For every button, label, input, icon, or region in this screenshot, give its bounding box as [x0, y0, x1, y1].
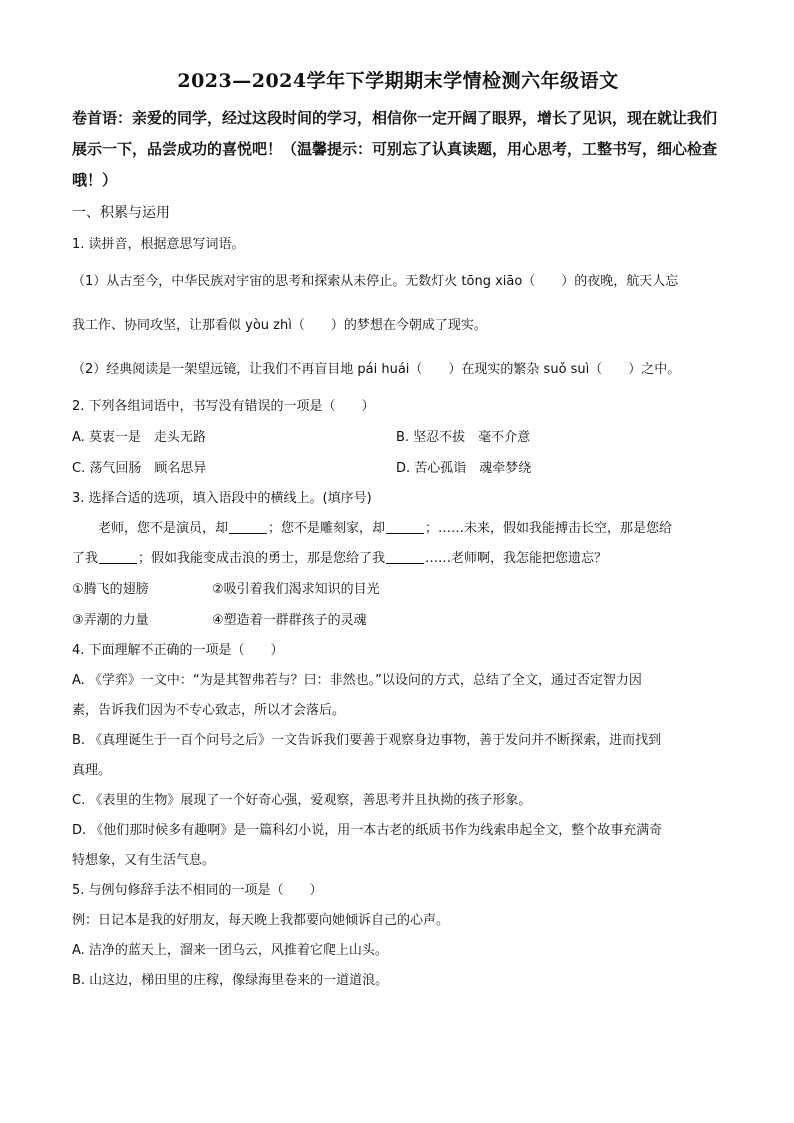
question-4-option-d-line2: 特想象，又有生活气息。 [72, 853, 216, 868]
passage-text: ；……未来，假如我能搏击长空，那是您给 [425, 521, 673, 536]
option-3: ③弄潮的力量 [72, 613, 149, 628]
option-c: C. 荡气回肠 顾名思异 [72, 461, 207, 476]
page-title: 2023—2024学年下学期期末学情检测六年级语文 [177, 70, 619, 92]
option-a: A. 莫衷一是 走头无路 [72, 430, 206, 445]
question-1-part2: （2）经典阅读是一架望远镜，让我们不再盲目地 pái huái（ ）在现实的繁杂 suǒ suì（ ）之中。 [72, 362, 681, 377]
passage-text: ；您不是雕刻家，却 [268, 521, 386, 536]
question-2-options-row1 [72, 422, 724, 453]
question-5-option-b: B. 山这边，梯田里的庄稼，像绿海里卷来的一道道浪。 [72, 973, 389, 988]
option-d: D. 苦心孤诣 魂牵梦绕 [396, 461, 532, 476]
question-1-stem: 1. 读拼音，根据意思写词语。 [72, 237, 245, 252]
exam-page [72, 66, 724, 996]
question-3-options-row2 [72, 605, 724, 636]
passage-text: 了我 [72, 551, 99, 566]
question-3-stem: 3. 选择合适的选项，填入语段中的横线上。(填序号) [72, 491, 372, 506]
question-4-option-b-line2: 真理。 [72, 763, 112, 778]
option-2: ②吸引着我们渴求知识的目光 [212, 582, 380, 597]
fill-blank[interactable] [386, 547, 424, 564]
passage-text: ；假如我能变成击浪的勇士，那是您给了我 [138, 551, 386, 566]
question-5-example: 例：日记本是我的好朋友，每天晚上我都要向她倾诉自己的心声。 [72, 913, 450, 928]
question-4-option-c: C. 《表里的生物》展现了一个好奇心强，爱观察，善思考并且执拗的孩子形象。 [72, 793, 532, 808]
fill-blank[interactable] [229, 517, 267, 534]
fill-blank[interactable] [99, 547, 137, 564]
passage-text: 老师，您不是演员，却 [98, 521, 229, 536]
question-2-options-row2 [72, 453, 724, 484]
option-1: ①腾飞的翅膀 [72, 582, 149, 597]
passage-text: ……老师啊，我怎能把您遗忘？ [425, 551, 608, 566]
question-4-option-a-line1: A. 《学弈》一文中：“为是其智弗若与？曰：非然也。”以设问的方式，总结了全文，通过否定智力因 [72, 673, 642, 688]
question-4-stem: 4. 下面理解不正确的一项是（ ） [72, 643, 284, 658]
question-4-option-a-line2: 素，告诉我们因为不专心致志，所以才会落后。 [72, 703, 346, 718]
question-4-option-b-line1: B. 《真理诞生于一百个问号之后》一文告诉我们要善于观察身边事物，善于发问并不断探索，进而找到 [72, 733, 662, 748]
question-3-passage-line2 [72, 544, 724, 574]
question-3-options-row1 [72, 574, 724, 605]
question-3-passage-line1 [72, 514, 724, 544]
question-5-stem: 5. 与例句修辞手法不相同的一项是（ ） [72, 883, 323, 898]
section-heading: 一、积累与运用 [72, 205, 170, 221]
fill-blank[interactable] [386, 517, 424, 534]
question-1-part1-line1: （1）从古至今，中华民族对宇宙的思考和探索从未停止。无数灯火 tōng xiāo（ ）的夜晚，航天人忘 [72, 274, 679, 289]
question-2-stem: 2. 下列各组词语中，书写没有错误的一项是（ ） [72, 399, 375, 414]
question-1-part1-line2: 我工作、协同攻坚，让那看似 yòu zhì（ ）的梦想在今朝成了现实。 [72, 318, 487, 333]
option-4: ④塑造着一群群孩子的灵魂 [212, 613, 367, 628]
question-4-option-d-line1: D. 《他们那时候多有趣啊》是一篇科幻小说，用一本古老的纸质书作为线索串起全文，整个故事充满奇 [72, 823, 663, 838]
preface-text: 卷首语：亲爱的同学，经过这段时间的学习，相信你一定开阔了眼界，增长了见识，现在就让我们展示一下，品尝成功的喜悦吧！（温馨提示：可别忘了认真读题，用心思考，工整书写，细心检查哦！） [72, 109, 718, 189]
option-b: B. 坚忍不拔 毫不介意 [396, 430, 531, 445]
question-5-option-a: A. 洁净的蓝天上，溜来一团乌云，风推着它爬上山头。 [72, 943, 388, 958]
